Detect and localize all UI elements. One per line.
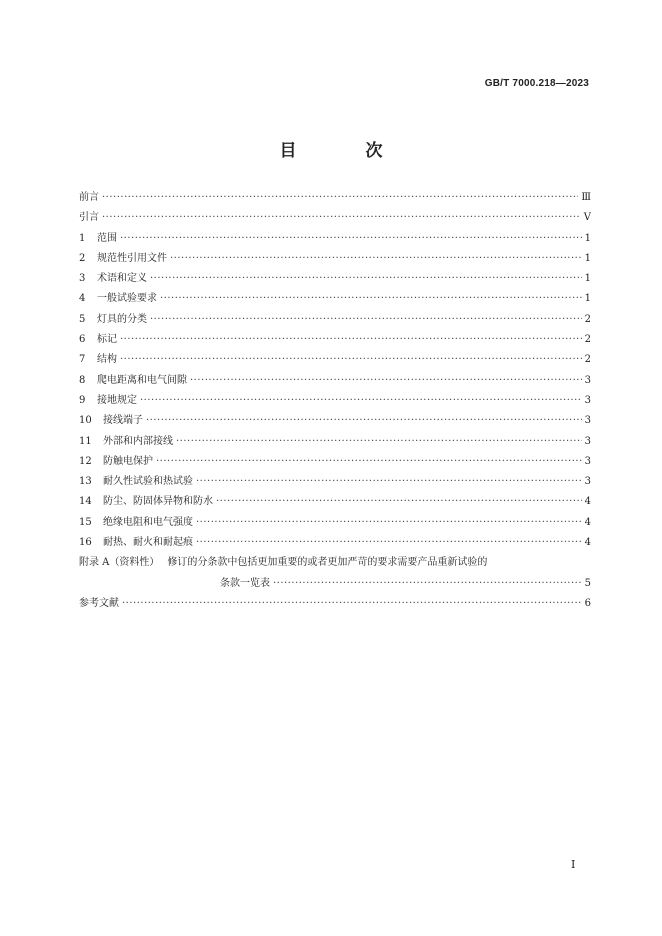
toc-page-number: 3 xyxy=(584,455,591,467)
toc-page-number: 4 xyxy=(584,496,591,508)
toc-entry-label: 参考文献 xyxy=(79,597,119,609)
toc-page-number: 1 xyxy=(584,293,591,305)
page-number: Ⅰ xyxy=(571,858,576,871)
dot-leader xyxy=(160,289,582,309)
toc-entry[interactable] xyxy=(79,249,591,269)
dot-leader xyxy=(120,350,582,370)
toc-entry-number: 16 xyxy=(79,537,92,549)
toc-entry-number: 8 xyxy=(79,374,86,386)
dot-leader xyxy=(216,492,582,512)
dot-leader xyxy=(102,208,581,228)
toc-entry-number: 14 xyxy=(79,496,92,508)
toc-entry-label: 标记 xyxy=(97,334,117,346)
toc-entry[interactable] xyxy=(79,472,591,492)
toc-entry[interactable] xyxy=(79,229,591,249)
toc-entry-label: 绝缘电阻和电气强度 xyxy=(103,516,193,528)
toc-page-number: 3 xyxy=(584,394,591,406)
toc-entry-intro[interactable] xyxy=(79,208,591,228)
toc-entry[interactable] xyxy=(79,492,591,512)
toc-page-number: 2 xyxy=(584,354,591,366)
dot-leader xyxy=(146,411,582,431)
toc-entry-number: 2 xyxy=(79,252,86,264)
dot-leader xyxy=(196,513,582,533)
toc-entry-label: 耐热、耐火和耐起痕 xyxy=(103,537,193,549)
page-title: 目 次 xyxy=(279,141,409,161)
toc-page-number: 1 xyxy=(584,232,591,244)
toc-entry-number: 12 xyxy=(79,455,92,467)
toc-entry-number: 7 xyxy=(79,354,86,366)
toc-entry-number: 5 xyxy=(79,313,86,325)
appendix-title-line2: 条款一览表 xyxy=(220,577,270,589)
toc-entry-label: 一般试验要求 xyxy=(97,293,157,305)
dot-leader xyxy=(120,330,582,350)
toc-entry[interactable] xyxy=(79,269,591,289)
toc-entry-label: 防尘、防固体异物和防水 xyxy=(103,496,213,508)
toc-entry-label: 规范性引用文件 xyxy=(97,252,167,264)
toc-entry-label: 前言 xyxy=(79,192,99,203)
toc-page-number: 3 xyxy=(584,415,591,427)
toc-entry-label: 接线端子 xyxy=(103,415,143,427)
dot-leader xyxy=(156,452,582,472)
toc-entry-preface[interactable] xyxy=(79,188,591,208)
toc-entry[interactable] xyxy=(79,371,591,391)
dot-leader xyxy=(196,472,582,492)
dot-leader xyxy=(176,432,582,452)
toc-entry[interactable] xyxy=(79,391,591,411)
dot-leader xyxy=(150,269,582,289)
toc-entry[interactable] xyxy=(79,310,591,330)
toc-entry[interactable] xyxy=(79,533,591,553)
toc-entry-number: 11 xyxy=(79,435,92,447)
toc-entry-label: 术语和定义 xyxy=(97,273,147,285)
toc-page-number: 3 xyxy=(584,435,591,447)
toc-entry-number: 15 xyxy=(79,516,92,528)
toc-entry-appendix-a[interactable] xyxy=(79,553,591,594)
dot-leader xyxy=(120,229,582,249)
toc-entry-number: 10 xyxy=(79,415,92,427)
toc-page-number: 5 xyxy=(584,577,591,589)
toc-entry-label: 范围 xyxy=(97,232,117,244)
toc-entry[interactable] xyxy=(79,432,591,452)
toc-entry-label: 引言 xyxy=(79,212,99,224)
toc-entry[interactable] xyxy=(79,330,591,350)
toc-entry-label: 耐久性试验和热试验 xyxy=(103,476,193,488)
toc-entry[interactable] xyxy=(79,411,591,431)
toc-entry-label: 爬电距离和电气间隙 xyxy=(97,374,187,386)
toc-page-number: 1 xyxy=(584,273,591,285)
toc-page-number: 2 xyxy=(584,313,591,325)
dot-leader xyxy=(122,594,582,614)
toc-page-number: Ⅲ xyxy=(581,192,591,203)
toc-page-number: 1 xyxy=(584,252,591,264)
dot-leader xyxy=(273,574,582,594)
toc-entry-label: 外部和内部接线 xyxy=(103,435,173,447)
toc-entry[interactable] xyxy=(79,513,591,533)
toc-page-number: 6 xyxy=(584,597,591,609)
appendix-label: 附录 A（资料性） xyxy=(79,557,160,569)
dot-leader xyxy=(190,371,582,391)
toc-page-number: 4 xyxy=(584,516,591,528)
toc-page-number: 3 xyxy=(584,374,591,386)
dot-leader xyxy=(196,533,582,553)
toc-page-number: Ⅴ xyxy=(583,212,591,224)
toc-entry-references[interactable] xyxy=(79,594,591,614)
appendix-title-line1: 修订的分条款中包括更加重要的或者更加严苛的要求需要产品重新试验的 xyxy=(167,557,488,569)
standard-code: GB/T 7000.218—2023 xyxy=(484,78,589,89)
toc-entry-label: 接地规定 xyxy=(97,394,137,406)
toc-entry-number: 6 xyxy=(79,334,86,346)
table-of-contents xyxy=(79,188,591,614)
toc-entry[interactable] xyxy=(79,289,591,309)
toc-entry[interactable] xyxy=(79,350,591,370)
toc-entry-label: 防触电保护 xyxy=(103,455,153,467)
toc-entry-number: 3 xyxy=(79,273,86,285)
dot-leader xyxy=(140,391,582,411)
toc-entry-number: 4 xyxy=(79,293,86,305)
dot-leader xyxy=(150,310,582,330)
toc-entry[interactable] xyxy=(79,452,591,472)
toc-entry-label: 结构 xyxy=(97,354,117,366)
toc-page-number: 2 xyxy=(584,334,591,346)
toc-entry-number: 1 xyxy=(79,232,86,244)
toc-page-number: 4 xyxy=(584,537,591,549)
toc-entry-number: 9 xyxy=(79,394,86,406)
toc-entry-number: 13 xyxy=(79,476,92,488)
toc-entry-label: 灯具的分类 xyxy=(97,313,147,325)
dot-leader xyxy=(102,188,578,208)
dot-leader xyxy=(170,249,582,269)
toc-page-number: 3 xyxy=(584,476,591,488)
